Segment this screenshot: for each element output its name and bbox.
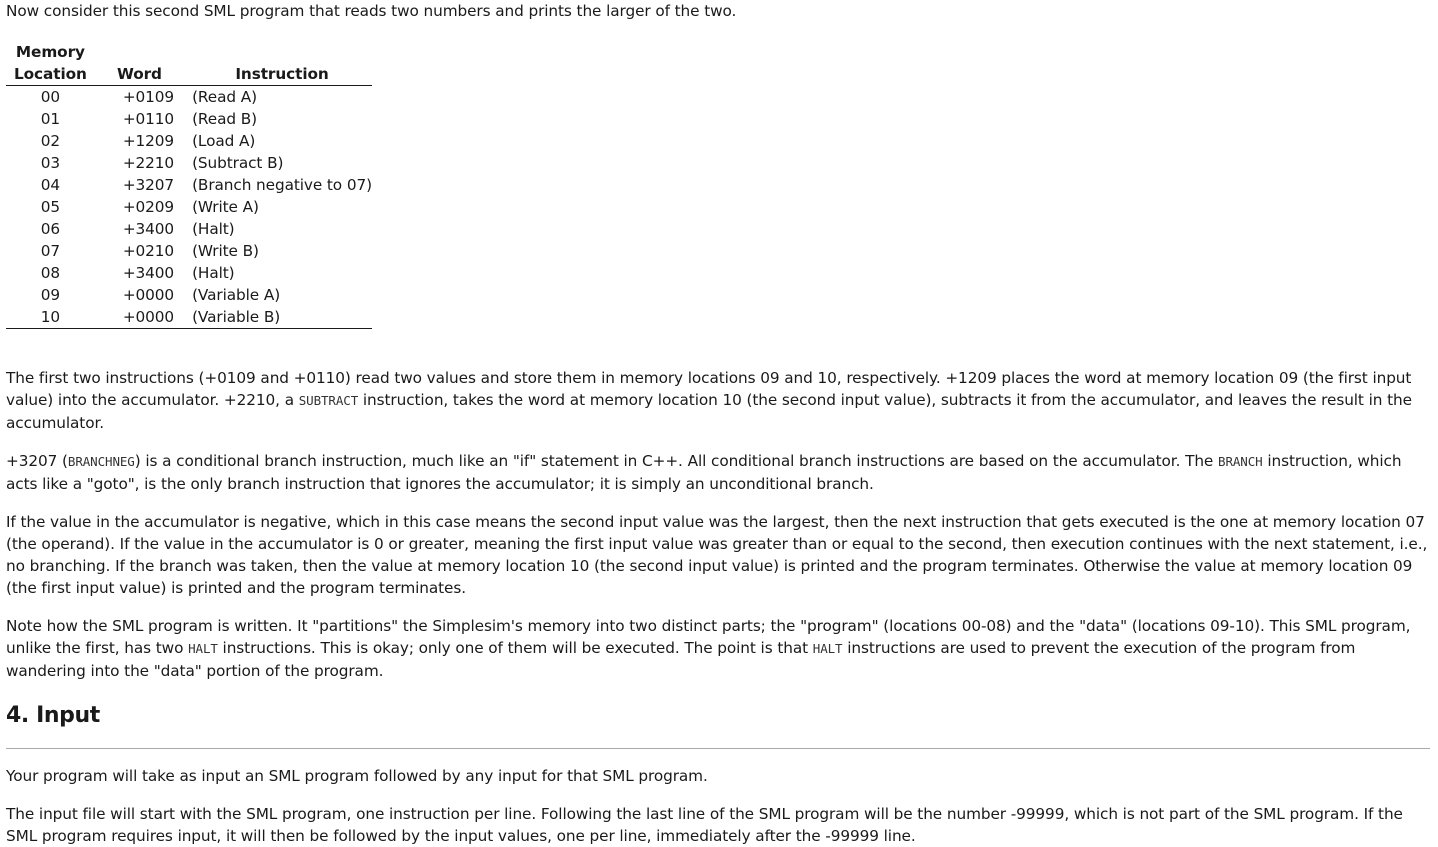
table-row — [6, 262, 372, 284]
paragraph-program-partition — [6, 615, 1430, 682]
cell-word: +0000 — [122, 286, 175, 304]
table-body — [6, 86, 372, 329]
paragraph-branchneg — [6, 450, 1430, 495]
header-memory-text: Memory — [15, 43, 85, 61]
cell-word: +0109 — [122, 88, 175, 106]
paragraph-input-overview: Your program will take as input an SML program followed by any input for that SML program. — [6, 767, 708, 785]
cell-instruction: (Halt) — [192, 220, 235, 238]
paragraph-input-file-format: The input file will start with the SML program, one instruction per line. Following the last line of the SML program will be the number -99999, which is not part of the SML program. If the SML program requires input, it will then be followed by the input values, one per line, immediately after the -99999 line. — [6, 805, 1403, 845]
cell-location: 08 — [40, 264, 61, 282]
cell-word: +2210 — [122, 154, 175, 172]
table-row — [6, 218, 372, 240]
cell-location: 10 — [6, 306, 105, 329]
para2-text-a: +3207 ( — [6, 452, 68, 470]
table-row — [6, 174, 372, 196]
table-row — [6, 130, 372, 152]
cell-word: +0209 — [122, 198, 175, 216]
cell-word: +0210 — [122, 242, 175, 260]
cell-location: 05 — [40, 198, 61, 216]
table-row — [6, 196, 372, 218]
cell-instruction: (Subtract B) — [192, 154, 284, 172]
cell-word: +1209 — [122, 132, 175, 150]
code-subtract: SUBTRACT — [298, 393, 359, 408]
para1-text-a: The first two instructions (+0109 and +0110) read two values and store them in memory locations 09 and 10, respectively. +1209 places the word at memory location 09 (the first input value) into the accumulator. +2210, a — [6, 369, 1412, 409]
cell-word: +0110 — [122, 110, 175, 128]
sml-program-table — [6, 41, 372, 329]
cell-instruction: (Variable A) — [192, 286, 281, 304]
cell-word: +3400 — [122, 264, 175, 282]
table-row — [6, 152, 372, 174]
code-branchneg: BRANCHNEG — [67, 454, 135, 469]
cell-location: 02 — [40, 132, 61, 150]
header-location-text: Location — [14, 65, 87, 83]
cell-location: 07 — [40, 242, 61, 260]
cell-location: 06 — [40, 220, 61, 238]
table-row — [6, 306, 372, 329]
para2-text-b: ) is a conditional branch instruction, much like an "if" statement in C++. All conditional branch instructions are based on the accumulator. The — [134, 452, 1219, 470]
cell-location: 00 — [40, 88, 61, 106]
cell-instruction: (Write A) — [192, 198, 259, 216]
code-halt: HALT — [188, 641, 218, 656]
cell-instruction: (Branch negative to 07) — [192, 176, 372, 194]
para1-text-b: instruction, takes the word at memory location 10 (the second input value), subtracts it from the accumulator, and leaves the result in the accumulator. — [6, 391, 1412, 432]
header-memory-location — [6, 41, 105, 86]
cell-location: 04 — [40, 176, 61, 194]
code-halt: HALT — [812, 641, 843, 656]
cell-location: 09 — [40, 286, 61, 304]
cell-instruction: (Halt) — [192, 264, 235, 282]
table-row — [6, 86, 372, 109]
cell-instruction: (Variable B) — [174, 306, 372, 329]
cell-instruction: (Load A) — [192, 132, 256, 150]
cell-word: +0000 — [105, 306, 174, 329]
table-row — [6, 284, 372, 306]
para4-text-c: instructions are used to prevent the execution of the program from wandering into the "data" portion of the program. — [6, 639, 1356, 680]
paragraph-read-values — [6, 367, 1430, 434]
table-header-row — [6, 41, 372, 86]
intro-text: Now consider this second SML program that reads two numbers and prints the larger of the two. — [6, 2, 737, 20]
section-heading-input: 4. Input — [6, 702, 1430, 749]
para4-text-b: instructions. This is okay; only one of them will be executed. The point is that — [217, 639, 813, 657]
cell-instruction: (Read B) — [192, 110, 257, 128]
para4-text-a: Note how the SML program is written. It "partitions" the Simplesim's memory into two distinct parts; the "program" (locations 00-08) and the "data" (locations 09-10). This SML program, unlike the first, has two — [6, 617, 1411, 657]
para2-text-c: instruction, which acts like a "goto", is the only branch instruction that ignores the accumulator; it is simply an unconditional branch. — [6, 452, 1402, 493]
cell-location: 03 — [40, 154, 61, 172]
paragraph-accumulator-negative: If the value in the accumulator is negative, which in this case means the second input value was the largest, then the next instruction that gets executed is the one at memory location 07 (the operand). If the value in the accumulator is 0 or greater, meaning the first input value was greater than or equal to the second, then execution continues with the next statement, i.e., no branching. If the branch was taken, then the value at memory location 10 (the second input value) is printed and the program terminates. Otherwise the value at memory location 09 (the first input value) is printed and the program terminates. — [6, 513, 1428, 597]
cell-word: +3207 — [122, 176, 175, 194]
table-row — [6, 108, 372, 130]
header-instruction: Instruction — [174, 41, 372, 86]
code-branch: BRANCH — [1218, 454, 1263, 469]
cell-word: +3400 — [122, 220, 175, 238]
table-row — [6, 240, 372, 262]
cell-instruction: (Write B) — [192, 242, 259, 260]
cell-instruction: (Read A) — [192, 88, 257, 106]
header-word: Word — [105, 41, 174, 86]
cell-location: 01 — [40, 110, 61, 128]
